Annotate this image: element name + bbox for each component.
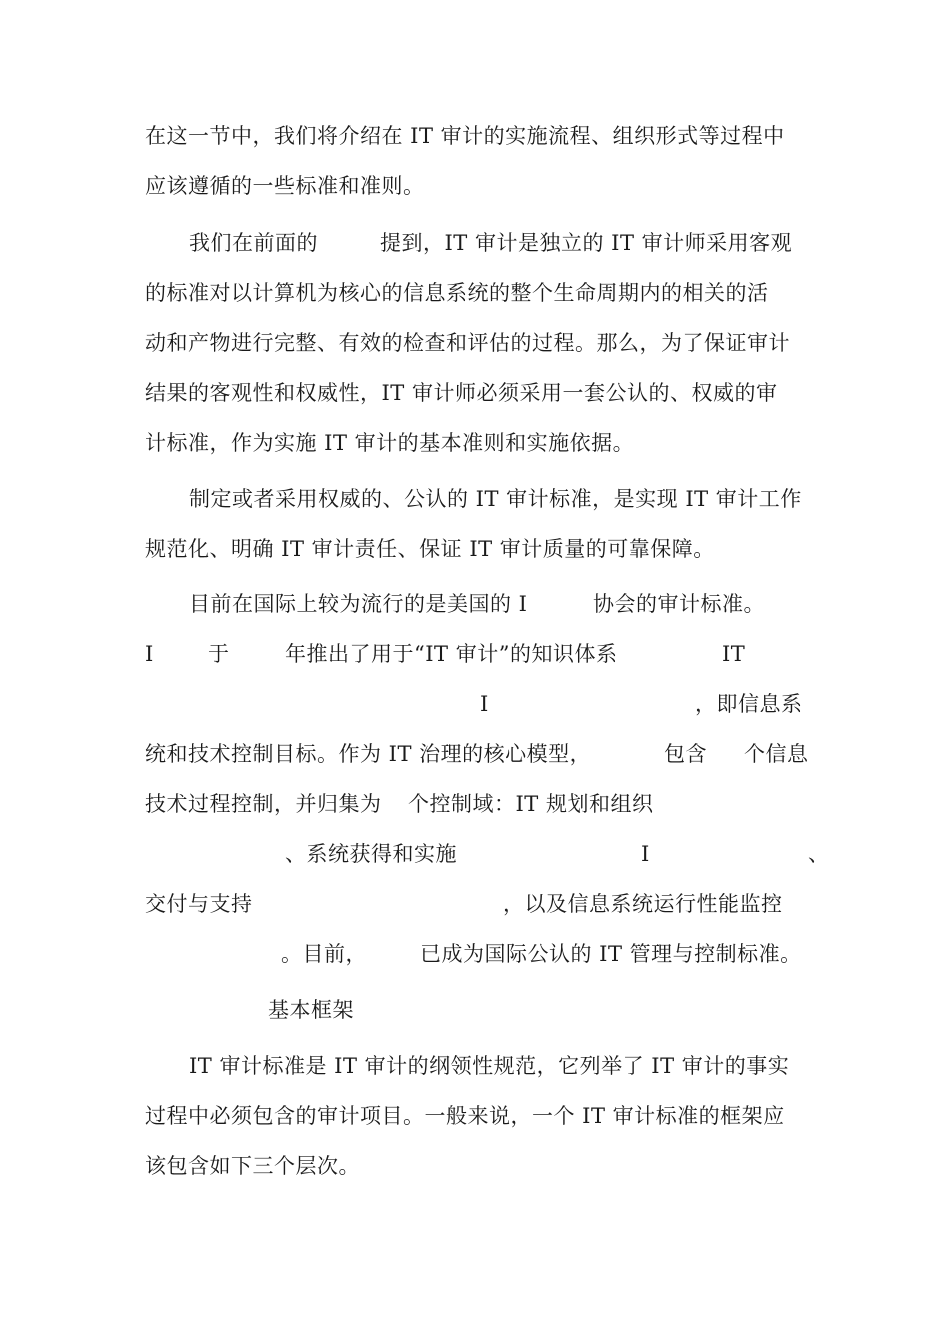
para2-line1b: 提到，IT 审计是独立的 IT 审计师采用客观: [380, 231, 793, 255]
para4-line1b: 协会的审计标准。: [593, 592, 765, 616]
para4-line5b: 个控制域：IT 规划和组织: [408, 792, 654, 816]
para3-line2: 规范化、明确 IT 审计责任、保证 IT 审计质量的可靠保障。: [145, 537, 715, 561]
para5-line1: IT 审计标准是 IT 审计的纲领性规范，它列举了 IT 审计的事实: [189, 1054, 790, 1078]
para4-line2b: 于: [208, 642, 230, 666]
para5-line2: 过程中必须包含的审计项目。一般来说，一个 IT 审计标准的框架应: [145, 1104, 785, 1128]
para4-line6b: I: [641, 842, 650, 866]
para5-line3: 该包含如下三个层次。: [145, 1154, 360, 1178]
para4-line2d: IT: [722, 642, 746, 666]
para4-line3b: ，即信息系: [695, 692, 803, 716]
para1-line2: 应该遵循的一些标准和准则。: [145, 174, 425, 198]
section-heading: 基本框架: [268, 998, 354, 1022]
para4-line2a: I: [145, 642, 154, 666]
para2-line1a: 我们在前面的: [189, 231, 318, 255]
para2-line2: 的标准对以计算机为核心的信息系统的整个生命周期内的相关的活: [145, 281, 769, 305]
para4-line6c: 、: [808, 842, 830, 866]
para4-line4b: 包含: [664, 742, 707, 766]
para3-line1: 制定或者采用权威的、公认的 IT 审计标准，是实现 IT 审计工作: [189, 487, 802, 511]
para4-line7a: 交付与支持: [145, 892, 253, 916]
para4-line8a: 。目前，: [281, 942, 367, 966]
para1-line1: 在这一节中，我们将介绍在 IT 审计的实施流程、组织形式等过程中: [145, 124, 785, 148]
para4-line8b: 已成为国际公认的 IT 管理与控制标准。: [420, 942, 802, 966]
para4-line2c: 年推出了用于“IT 审计”的知识体系: [285, 642, 618, 666]
para4-line3a: I: [480, 692, 489, 716]
para4-line5a: 技术过程控制，并归集为: [145, 792, 382, 816]
para4-line4c: 个信息: [744, 742, 809, 766]
para2-line3: 动和产物进行完整、有效的检查和评估的过程。那么，为了保证审计: [145, 331, 790, 355]
para4-line6a: 、系统获得和实施: [285, 842, 457, 866]
para4-line7b: ，以及信息系统运行性能监控: [503, 892, 783, 916]
para2-line5: 计标准，作为实施 IT 审计的基本准则和实施依据。: [145, 431, 635, 455]
para4-line4a: 统和技术控制目标。作为 IT 治理的核心模型，: [145, 742, 592, 766]
para2-line4: 结果的客观性和权威性，IT 审计师必须采用一套公认的、权威的审: [145, 381, 778, 405]
para4-line1a: 目前在国际上较为流行的是美国的 I: [189, 592, 528, 616]
